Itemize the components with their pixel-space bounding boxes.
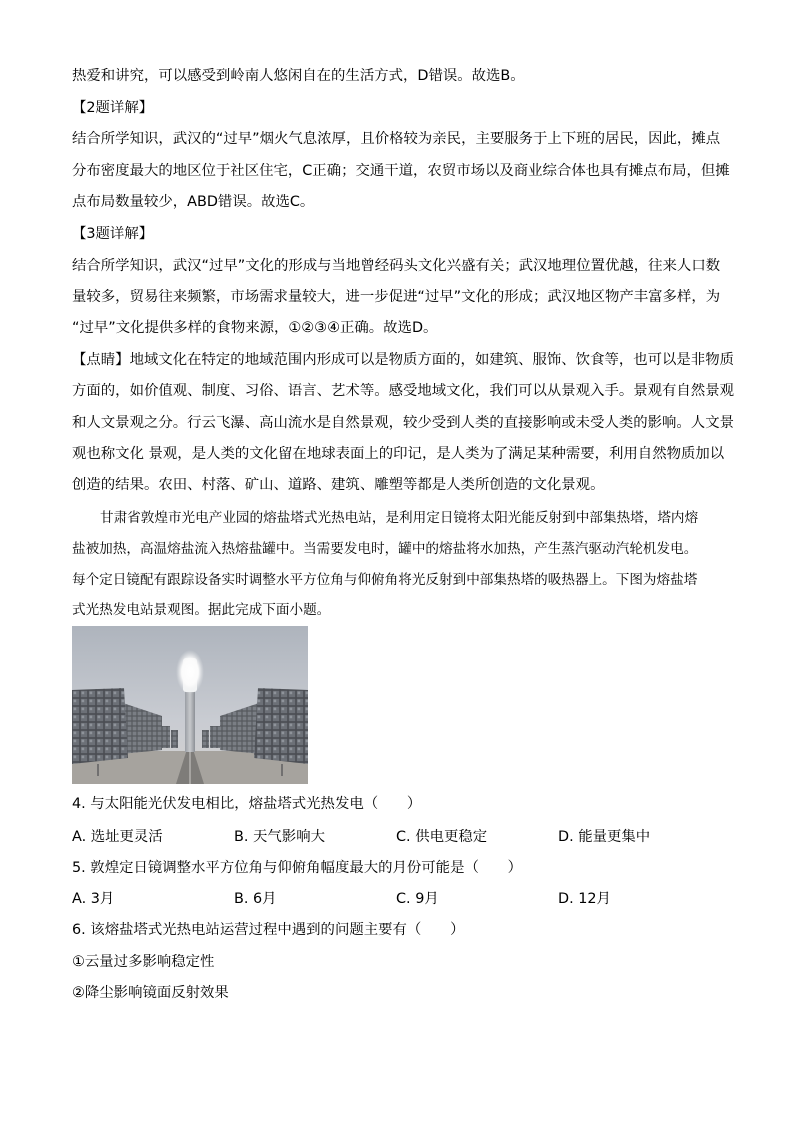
tip-text-line: 【点睛】地域文化在特定的地域范围内形成可以是物质方面的，如建筑、服饰、饮食等，也可以是非物质 bbox=[72, 352, 734, 368]
answer-text-line: “过早”文化提供多样的食物来源，①②③④正确。故选D。 bbox=[72, 320, 438, 336]
question-4-stem: 4. 与太阳能光伏发电相比，熔盐塔式光热发电（ ） bbox=[72, 796, 422, 812]
answer-text-line: 分布密度最大的地区位于社区住宅，C正确；交通干道，农贸市场以及商业综合体也具有摊点布局，但摊 bbox=[72, 163, 730, 179]
option-a: A. 选址更灵活 bbox=[72, 829, 163, 845]
stem-text-line: 盐被加热，高温熔盐流入热熔盐罐中。当需要发电时，罐中的熔盐将水加热，产生蒸汽驱动汽轮机发电。 bbox=[72, 541, 698, 557]
stem-text-line: 每个定日镜配有跟踪设备实时调整水平方位角与仰俯角将光反射到中部集热塔的吸热器上。下图为熔盐塔 bbox=[72, 572, 698, 588]
option-a: A. 3月 bbox=[72, 891, 115, 907]
answer-text-line: 量较多，贸易往来频繁，市场需求量较大，进一步促进“过早”文化的形成；武汉地区物产丰富多样，为 bbox=[72, 289, 721, 305]
answer-text-line: 结合所学知识，武汉的“过早”烟火气息浓厚，且价格较为亲民，主要服务于上下班的居民，因此，摊点 bbox=[72, 131, 721, 147]
stem-text-line: 甘肃省敦煌市光电产业园的熔盐塔式光热电站，是利用定日镜将太阳光能反射到中部集热塔，塔内熔 bbox=[100, 510, 699, 526]
question-6-item: ②降尘影响镜面反射效果 bbox=[72, 985, 229, 1001]
section-heading-q3: 【3题详解】 bbox=[72, 226, 154, 242]
solar-tower-illustration bbox=[72, 626, 308, 784]
solar-tower-photo bbox=[72, 626, 308, 784]
question-6-stem: 6. 该熔盐塔式光热电站运营过程中遇到的问题主要有（ ） bbox=[72, 922, 465, 938]
option-b: B. 天气影响大 bbox=[234, 829, 325, 845]
stem-text-line: 式光热发电站景观图。据此完成下面小题。 bbox=[72, 602, 331, 618]
option-d: D. 能量更集中 bbox=[558, 829, 651, 845]
question-5-stem: 5. 敦煌定日镜调整水平方位角与仰俯角幅度最大的月份可能是（ ） bbox=[72, 860, 523, 876]
tip-text-line: 方面的，如价值观、制度、习俗、语言、艺术等。感受地域文化，我们可以从景观入手。景观有自然景观 bbox=[72, 383, 734, 399]
tip-text-line: 和人文景观之分。行云飞瀑、高山流水是自然景观，较少受到人类的直接影响或未受人类的影响。人文景 bbox=[72, 415, 734, 431]
option-c: C. 供电更稳定 bbox=[396, 829, 488, 845]
option-d: D. 12月 bbox=[558, 891, 611, 907]
option-b: B. 6月 bbox=[234, 891, 277, 907]
tip-text-line: 观也称文化 景观，是人类的文化留在地球表面上的印记，是人类为了满足某种需要，利用自然物质加以 bbox=[72, 446, 725, 462]
answer-text-line: 点布局数量较少，ABD错误。故选C。 bbox=[72, 194, 315, 210]
answer-text-line: 结合所学知识，武汉“过早”文化的形成与当地曾经码头文化兴盛有关；武汉地理位置优越，往来人口数 bbox=[72, 258, 721, 274]
option-c: C. 9月 bbox=[396, 891, 439, 907]
question-6-item: ①云量过多影响稳定性 bbox=[72, 954, 215, 970]
answer-text-line: 热爱和讲究，可以感受到岭南人悠闲自在的生活方式，D错误。故选B。 bbox=[72, 68, 525, 84]
section-heading-q2: 【2题详解】 bbox=[72, 100, 154, 116]
tip-text-line: 创造的结果。农田、村落、矿山、道路、建筑、雕塑等都是人类所创造的文化景观。 bbox=[72, 477, 605, 493]
